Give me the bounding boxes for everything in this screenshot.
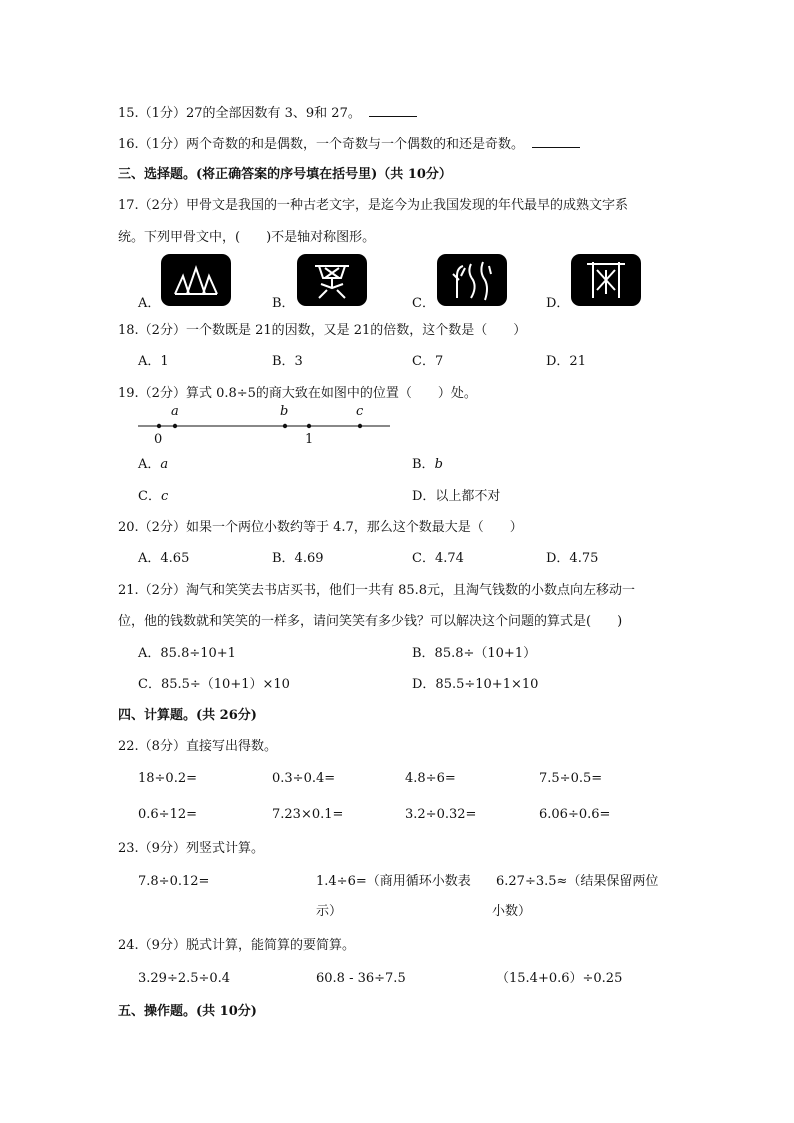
option-variable: c [160, 489, 169, 504]
q23-item-3-line-1: 6.27÷3.5≈（结果保留两位 [496, 874, 659, 889]
question-23: 23.（9分）列竖式计算。 [118, 841, 264, 856]
section-5-heading: 五、操作题。(共 10分) [118, 1004, 257, 1019]
question-19: 19.（2分）算式 0.8÷5的商大致在如图中的位置（ ）处。 [118, 386, 477, 401]
q23-item-3-line-2: 小数） [492, 904, 532, 919]
question-20-option-d[interactable]: D．4.75 [546, 551, 599, 566]
question-21-option-d[interactable]: D．85.5÷10+1×10 [412, 677, 539, 692]
question-21-option-b[interactable]: B．85.8÷（10+1） [412, 646, 537, 661]
section-4-heading: 四、计算题。(共 26分) [118, 708, 257, 723]
q22-item-6: 7.23×0.1= [272, 807, 344, 822]
question-21-line-2: 位，他的钱数就和笑笑的一样多，请问笑笑有多少钱？可以解决这个问题的算式是( ) [118, 614, 623, 629]
q23-item-2-line-1: 1.4÷6=（商用循环小数表 [316, 874, 471, 889]
question-15-text: 15.（1分）27的全部因数有 3、9和 27。 [118, 106, 361, 121]
option-variable: a [160, 457, 169, 472]
question-18-option-a[interactable]: A．1 [138, 354, 169, 369]
q24-item-1: 3.29÷2.5÷0.4 [138, 971, 231, 986]
vessel-glyph-icon [297, 254, 367, 306]
option-prefix: A． [138, 457, 161, 472]
tick-0: 0 [154, 432, 163, 447]
question-19-option-c[interactable] [138, 488, 168, 506]
question-21-line-1: 21.（2分）淘气和笑笑去书店买书，他们一共有 85.8元，且淘气钱数的小数点向左移动一 [118, 583, 636, 598]
question-17-option-d[interactable]: D． [546, 296, 570, 311]
question-17-line-2: 统。下列甲骨文中，( )不是轴对称图形。 [118, 230, 376, 245]
option-prefix: C． [138, 489, 161, 504]
q24-item-2: 60.8 - 36÷7.5 [316, 971, 406, 986]
question-21-option-c[interactable]: C．85.5÷（10+1）×10 [138, 677, 290, 692]
point-0 [157, 424, 161, 428]
label-c: c [356, 404, 364, 419]
label-b: b [280, 404, 289, 419]
question-18: 18.（2分）一个数既是 21的因数，又是 21的倍数，这个数是（ ） [118, 323, 527, 338]
question-22: 22.（8分）直接写出得数。 [118, 739, 277, 754]
question-18-option-c[interactable]: C．7 [412, 354, 444, 369]
q24-item-3: （15.4+0.6）÷0.25 [496, 971, 623, 986]
question-20-option-c[interactable]: C．4.74 [412, 551, 464, 566]
question-20: 20.（2分）如果一个两位小数约等于 4.7，那么这个数最大是（ ） [118, 520, 523, 535]
question-20-option-a[interactable]: A．4.65 [138, 551, 190, 566]
question-20-option-b[interactable]: B．4.69 [272, 551, 324, 566]
answer-blank-16[interactable] [532, 135, 580, 148]
q22-item-3: 4.8÷6= [405, 771, 456, 786]
crown-glyph-icon [161, 254, 231, 306]
question-17-line-1: 17.（2分）甲骨文是我国的一种古老文字，是迄今为止我国发现的年代最早的成熟文字系 [118, 198, 628, 213]
q22-item-1: 18÷0.2= [138, 771, 198, 786]
river-glyph-icon [437, 254, 507, 306]
question-18-option-d[interactable]: D．21 [546, 354, 586, 369]
question-17-option-c[interactable]: C． [412, 296, 435, 311]
question-17-option-a[interactable]: A． [138, 296, 161, 311]
q22-item-7: 3.2÷0.32= [405, 807, 477, 822]
section-3-heading: 三、选择题。(将正确答案的序号填在括号里)（共 10分） [118, 167, 452, 182]
gate-glyph-icon [571, 254, 641, 306]
question-19-option-d[interactable]: D．以上都不对 [412, 489, 501, 504]
q22-item-5: 0.6÷12= [138, 807, 198, 822]
question-19-option-b[interactable] [412, 456, 443, 474]
option-prefix: B． [412, 457, 435, 472]
question-24: 24.（9分）脱式计算，能简算的要简算。 [118, 938, 355, 953]
q22-item-2: 0.3÷0.4= [272, 771, 336, 786]
point-b [283, 424, 287, 428]
question-16-text: 16.（1分）两个奇数的和是偶数，一个奇数与一个偶数的和还是奇数。 [118, 137, 524, 152]
q23-item-2-line-2: 示） [316, 904, 343, 919]
question-16 [118, 135, 580, 154]
point-1 [307, 424, 311, 428]
answer-blank-15[interactable] [369, 104, 417, 117]
tick-1: 1 [305, 432, 314, 447]
q23-item-1: 7.8÷0.12= [138, 874, 210, 889]
q22-item-4: 7.5÷0.5= [539, 771, 603, 786]
label-a: a [171, 404, 179, 419]
point-c [358, 424, 362, 428]
question-19-option-a[interactable] [138, 456, 168, 474]
q22-item-8: 6.06÷0.6= [539, 807, 611, 822]
number-line [138, 405, 394, 449]
option-variable: b [434, 457, 443, 472]
question-21-option-a[interactable]: A．85.8÷10+1 [138, 646, 236, 661]
question-17-option-b[interactable]: B． [272, 296, 295, 311]
question-15 [118, 104, 417, 123]
point-a [173, 424, 177, 428]
question-18-option-b[interactable]: B．3 [272, 354, 303, 369]
